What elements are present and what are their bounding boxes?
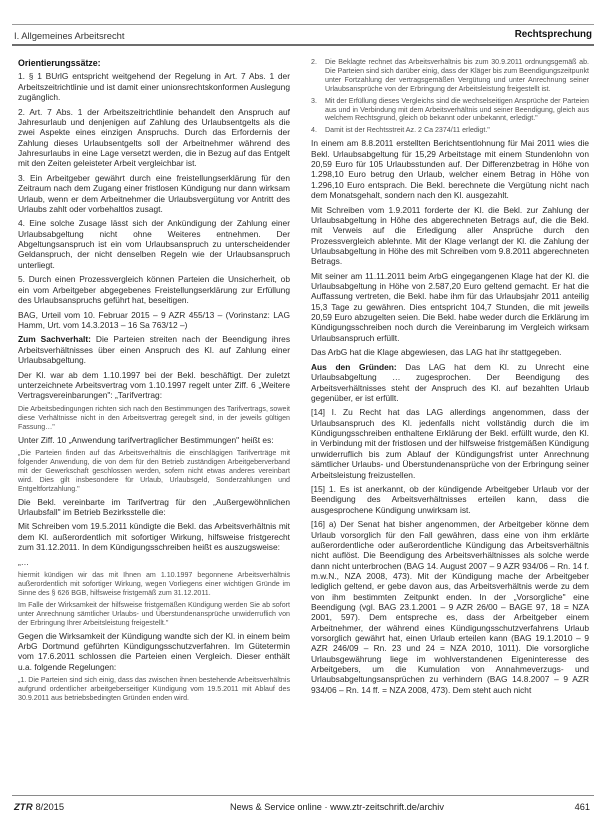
case-citation: BAG, Urteil vom 10. Februar 2015 – 9 AZR 455/13 – (Vorinstanz: LAG Hamm, Urt. vom 14.3.2013 – 16 Sa 763/12 –): [18, 309, 290, 330]
quote-text: Die Arbeitsbedingungen richten sich nach den Bestimmungen des Tarifvertrags, soweit diese Verhältnisse nicht in den Arbeitsvertrag geregelt sind, in der jeweils gültigen Fassung…": [18, 404, 290, 431]
item-text: Art. 7 Abs. 1 der Arbeitszeitrichtlinie behandelt den Anspruch auf Jahresurlaub und denjenigen auf Zahlung des Urlaubsentgelts als die zwei Aspekte eines einzigen Anspruchs. Durch das Erfordernis der Zahlung dieses Urlaubsentgelts soll der Arbeitnehmer während des Jahresurlaubs in eine Lage versetzt werden, die in Bezug auf das Entgelt mit den Zeiten geleisteter Arbeit vergleichbar ist.: [18, 106, 290, 169]
section-title: I. Allgemeines Arbeitsrecht: [14, 30, 125, 41]
item-text: Eine solche Zusage lässt sich der Ankündigung der Zahlung einer Urlaubsabgeltung nicht ohne Weiteres entnehmen. Der Abgeltungsanspruch ist ein vom Urlaubsanspruch zu unterscheidender Geldanspruch, der nicht denselben Regeln wie der Urlaubsanspruch unterliegt.: [18, 218, 290, 270]
body-paragraph: In einem am 8.8.2011 erstellten Berichtsentlohnung für Mai 2011 wies die Bekl. Urlaubsabgeltung für 15,29 Arbeitstage mit einem Stundenlohn von 20,59 Euro für 105 Urlaubsstunden auf. Der Differenzbetrag in Höhe von 1.298,10 Euro betrug den Urlaub, welcher einem Betrag in Höhe von 1.296,10 Euro entsprach. Die Bekl. berechnete die Vergütung nicht nach dem Monatsgehalt, sondern nach den Kl. ausgezahlt.: [311, 138, 589, 200]
clause-number: 2.: [311, 58, 317, 66]
facts-title: Zum Sachverhalt:: [18, 334, 91, 345]
body-paragraph: Die Bekl. vereinbarte im Tarifvertrag für den „Außergewöhnlichen Urlaubsfall" im Betrieb Bezirksstelle die:: [18, 496, 290, 517]
settlement-quote-continued: [311, 58, 589, 138]
item-text: § 1 BUrlG entspricht weitgehend der Regelung in Art. 7 Abs. 1 der Arbeitszeitrichtlinie und ist damit einer unionsrechtskonformen Auslegung zugänglich.: [18, 71, 291, 103]
item-number: 4.: [18, 218, 25, 229]
settlement-clause: [311, 58, 589, 97]
left-column: [18, 58, 290, 706]
body-paragraph: Das ArbG hat die Klage abgewiesen, das LAG hat ihr stattgegeben.: [311, 347, 562, 358]
quote-text: hiermit kündigen wir das mit Ihnen am 1.10.1997 begonnene Arbeitsverhältnis außerordentlich mit sofortiger Wirkung, wegen Vorliegens einer wichtigen Gründe im Sinne des § 626 BGB, hilfsweise fristgemäß zum 31.12.2011.: [18, 571, 290, 598]
page-number: 461: [574, 802, 590, 812]
item-number: 2.: [18, 106, 25, 117]
item-text: Durch einen Prozessvergleich können Parteien die Unsicherheit, ob ein vom Arbeitgeber abgegebenes Freistellungserklärung zur Erfüllung des Urlaubsanspruchs geführt hat, beseitigen.: [18, 274, 290, 305]
quote-text: „Die Parteien finden auf das Arbeitsverhältnis die einschlägigen Tarifverträge mit folgender Anwendung, die von dem für den Betrieb zuständigen Arbeitgeberverband mit der Gewerkschaft geschlossen werden, sofern nicht etwas anderes vereinbart wird. Dies gilt insbesondere für Urlaub, Urlaubsgeld, Sonderzahlungen und Entgeltfortzahlung.": [18, 449, 290, 493]
contract-quote: [18, 449, 290, 494]
orientation-heading: Orientierungssätze:: [18, 58, 101, 68]
category-label: Rechtsprechung: [514, 29, 592, 40]
facts-paragraph: [18, 334, 290, 365]
facts-text: Die Parteien streiten nach der Beendigung ihres Arbeitsverhältnisses über einen Anspruch des Kl. auf Zahlung einer Urlaubsabgeltung.: [18, 334, 291, 366]
header-bottom-rule: [12, 44, 594, 46]
body-paragraph: [15] 1. Es ist anerkannt, ob der kündigende Arbeitgeber Urlaub vor der Beendigung des Arbeitsverhältnisses erteilen kann, dass die ausgesprochene Kündigung unwirksam ist.: [311, 484, 589, 515]
orientation-item: [18, 107, 290, 173]
orientation-item: [18, 218, 290, 274]
footer-link[interactable]: News & Service online · www.ztr-zeitschrift.de/archiv: [230, 802, 444, 812]
body-paragraph: Mit seiner am 11.11.2011 beim ArbG eingegangenen Klage hat der Kl. die Urlaubsabgeltung in Höhe von 2.587,20 Euro geltend gemacht. Er hat die Auffassung vertreten, die Bekl. habe ihm für das Urlaubsjahr 2011 anteilig 15,3 Tage zu gewähren. Dies entspricht 104,7 Stunden, die mit jeweils 20,59 Euro abzugelten seien. Die Bekl. habe weder durch die Erklärung im Kündigungsschreiben noch durch die Vereinbarung im Vergleich wirksam Urlaubsanspruch erfüllt.: [311, 270, 589, 343]
contract-quote: [18, 405, 290, 432]
quote-text: „1. Die Parteien sind sich einig, dass das zwischen ihnen bestehende Arbeitsverhältnis aufgrund ordentlicher arbeitgeberseitiger Kündigung vom 19.5.2011 mit Ablauf des 30.9.2011 aus betriebsbedingten Gründen enden wird.: [18, 676, 290, 703]
item-number: 3.: [18, 172, 25, 183]
orientation-item: [18, 173, 290, 219]
quote-text: Im Falle der Wirksamkeit der hilfsweise fristgemäßen Kündigung werden Sie ab sofort unter Anrechnung sämtlicher Urlaubs- und Überstundenansprüche unwiderruflich von der Erbringung Ihrer Arbeitsleistung freigestellt.": [18, 600, 290, 627]
clause-number: 4.: [311, 126, 317, 135]
footer-issue: [14, 801, 64, 812]
item-number: 1.: [18, 71, 25, 82]
body-paragraph: Unter Ziff. 10 „Anwendung tarifvertraglicher Bestimmungen" heißt es:: [18, 434, 274, 445]
body-paragraph: Mit Schreiben vom 19.5.2011 kündigte die Bekl. das Arbeitsverhältnis mit dem Kl. außerordentlich mit sofortiger Wirkung, hilfsweise fristgerecht zum 31.12.2011. In dem Kündigungsschreiben heißt es auszugsweise:: [18, 521, 290, 553]
reasons-title: Aus den Gründen:: [311, 361, 397, 372]
footer-rule: [12, 795, 594, 796]
orientation-item: [18, 274, 290, 309]
body-paragraph: [14] I. Zu Recht hat das LAG allerdings angenommen, dass der Urlaubsanspruch des Kl. jedenfalls nicht vollständig durch die im Kündigungsschreiben enthaltene Erklärung der Bekl. erfüllt wurde, den Kl. in Verbindung mit der fristlosen und der hilfsweise fristgemäßen Kündigung unwiderruflich bis zum Ablauf der Kündigungsfrist unter Anrechnung sämtlicher Urlaubs- und Überstundenansprüche von der Erbringung seiner Arbeitsleistung freizustellen.: [311, 407, 589, 480]
item-text: Ein Arbeitgeber gewährt durch eine freistellungserklärung für den Zeitraum nach dem Zugang einer fristlosen Kündigung nur dann wirksam Urlaub, wenn er dem Arbeitnehmer die Urlaubsvergütung vor Antritt des Urlaubs zahlt oder vorbehaltlos zusagt.: [18, 172, 290, 214]
journal-logo: ZTR: [14, 801, 33, 812]
body-paragraph: Mit Schreiben vom 1.9.2011 forderte der Kl. die Bekl. zur Zahlung der Urlaubsabgeltung in Höhe des abgerechneten Betrags auf, die die Bekl. mit Verweis auf die Erledigung aller Ansprüche durch den Prozessvergleich ablehnte. Mit der Klage verlangt der Kl. die Zahlung der Urlaubsabgeltung in Höhe des mit Schreiben vom 9.8.2011 abgerechneten Betrags.: [311, 204, 589, 267]
header-top-rule: [12, 24, 594, 25]
quote-dash: „…: [18, 556, 30, 567]
settlement-clause: [311, 126, 589, 138]
termination-letter-quote: [18, 571, 290, 627]
reasons-text: Das LAG hat dem Kl. zu Unrecht eine Urlaubsabgeltung … zugesprochen. Der Beendigung des Arbeitsverhältnisses steht der Anspruch des Kl. auf bezahlten Urlaub gegenüber, er ist erfüllt.: [311, 361, 589, 403]
settlement-quote: [18, 676, 290, 703]
issue-number: 8/2015: [35, 801, 65, 812]
reasons-paragraph: [311, 362, 589, 403]
body-paragraph: Der Kl. war ab dem 1.10.1997 bei der Bekl. beschäftigt. Der zuletzt unterzeichnete Arbeitsvertrag vom 1.10.1997 regelt unter Ziff. 6 „Weitere Vertragsvereinbarungen": „Tarifvertrag:: [18, 369, 290, 401]
clause-number: 3.: [311, 96, 317, 105]
body-paragraph: Gegen die Wirksamkeit der Kündigung wandte sich der Kl. in einem beim ArbG Dortmund geführten Kündigungsschutzverfahren. Im Gütetermin vom 17.6.2011 schlossen die Parteien einen Vergleich. Dieser enthält u.a. folgende Regelungen:: [18, 630, 290, 672]
clause-text: Mit der Erfüllung dieses Vergleichs sind die wechselseitigen Ansprüche der Parteien aus und in Verbindung mit dem Arbeitsverhältnis und seiner Beendigung, gleich aus welchem Rechtsgrund, gleich ob bekannt oder unbekannt, erledigt.": [325, 96, 589, 123]
right-column: [311, 58, 589, 699]
item-number: 5.: [18, 274, 25, 285]
body-paragraph: [16] a) Der Senat hat bisher angenommen, der Arbeitgeber könne dem Urlaub vorsorglich für den Fall gewähren, dass eine von ihm erklärte außerordentliche oder außerordentliche Kündigung das Arbeitsverhältnis nicht auflöst. Die Beendigung des Arbeitsverhältnisses als solche werde dann nicht unterbrochen (BAG 14. August 2007 – 9 AZR 934/06 – Rn. 14 f. m.w.N., NZA 2008, 473). Mit der Kündigung mache der Arbeitgeber lediglich geltend, er gebe davon aus, das Arbeitsverhältnis werde zu dem von ihm bestimmten Zeitpunkt enden. In der „Vorsorgliche" eine Beendigung (vgl. BAG 23.1.2001 – 9 AZR 26/00 – BAGE 97, 18 = NZA 2001, 597). Dem entspreche es, dass der Arbeitgeber einem Arbeitnehmer, der während eines Kündigungsschutzverfahrens Urlaub vorsorglich gewährt hat, einen Urlaub erteilen kann (BAG 19.1.2010 – 9 AZR 246/09 – Rn. 23 und 24 = NZA 2010, 1011). Die vorsorgliche Urlaubsgewährung liege im wohlverstandenen Eigeninteresse des Arbeitgebers, um die Kumulation von Annahmeverzugs- und Urlaubsabgeltungsansprüchen zu verhindern (BAG 14.8.2007 – 9 AZR 934/06 – Rn. 14 ff. = NZA 2008, 473). Dem steht auch nicht: [311, 519, 589, 695]
orientation-item: [18, 71, 290, 106]
settlement-clause: [311, 97, 589, 127]
clause-text: Damit ist der Rechtsstreit Az. 2 Ca 2374/11 erledigt.": [325, 126, 490, 135]
clause-text: Die Beklagte rechnet das Arbeitsverhältnis bis zum 30.9.2011 ordnungsgemäß ab. Die Parteien sind sich darüber einig, dass der Kläger bis zum Beendigungszeitpunkt unter Fortzahlung der vertragsgemäßen Vergütung und unter Anrechnung seiner Urlaubsansprüche von der Erbringung der Arbeitsleistung freigestellt ist.: [325, 58, 589, 93]
